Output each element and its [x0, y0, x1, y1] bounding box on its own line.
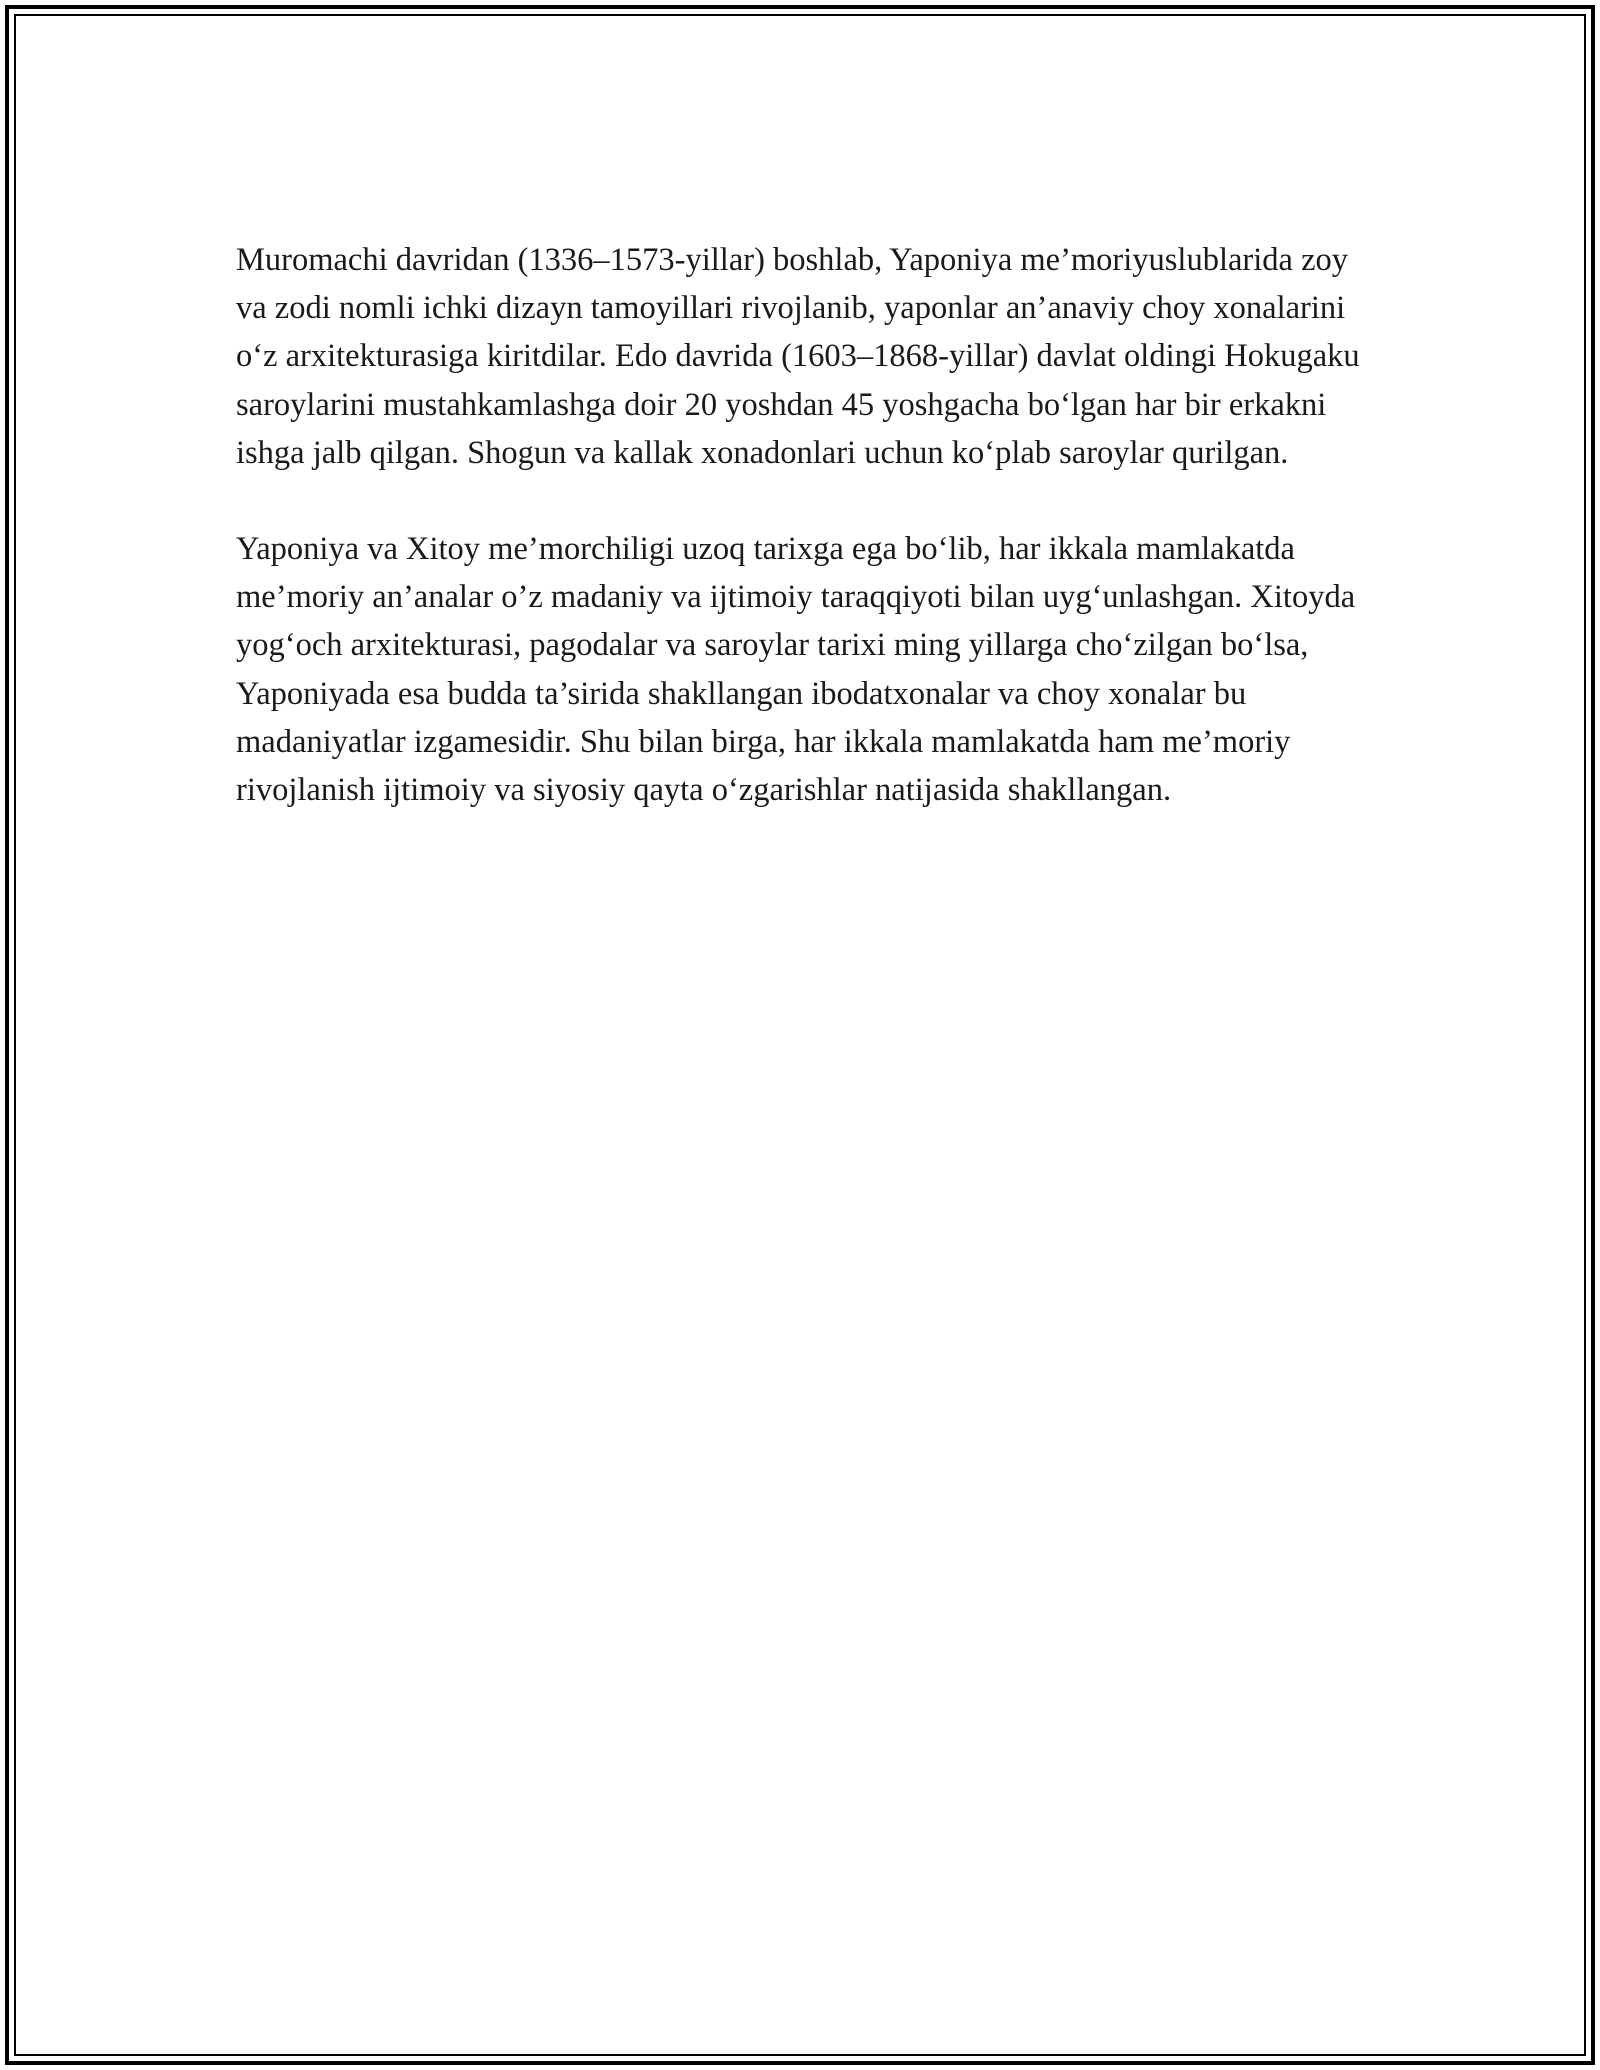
paragraph-2: Yaponiya va Xitoy me’morchiligi uzoq tarixga ega bo‘lib, har ikkala mamlakatda me’moriy an’analar o’z madaniy va ijtimoiy taraqqiyoti bilan uyg‘unlashgan. Xitoyda yog‘och arxitekturasi, pagodalar va saroylar tarixi ming yillarga cho‘zilgan bo‘lsa, Yaponiyada esa budda ta’sirida shakllangan ibodatxonalar va choy xonalar bu madaniyatlar izgamesidir. Shu bilan birga, har ikkala mamlakatda ham me’moriy rivojlanish ijtimoiy va siyosiy qayta o‘zgarishlar natijasida shakllangan.: [236, 531, 1356, 809]
paragraph-1: Muromachi davridan (1336–1573-yillar) boshlab, Yaponiya me’moriyuslublarida zoy va zodi nomli ichki dizayn tamoyillari rivojlanib, yaponlar an’anaviy choy xonalarini o‘z arxitekturasiga kiritdilar. Edo davrida (1603–1868-yillar) davlat oldingi Hokugaku saroylarini mustahkamlashga doir 20 yoshdan 45 yoshgacha bo‘lgan har bir erkakni ishga jalb qilgan. Shogun va kallak xonadonlari uchun ko‘plab saroylar qurilgan.: [236, 242, 1360, 471]
document-body: [236, 236, 1376, 862]
